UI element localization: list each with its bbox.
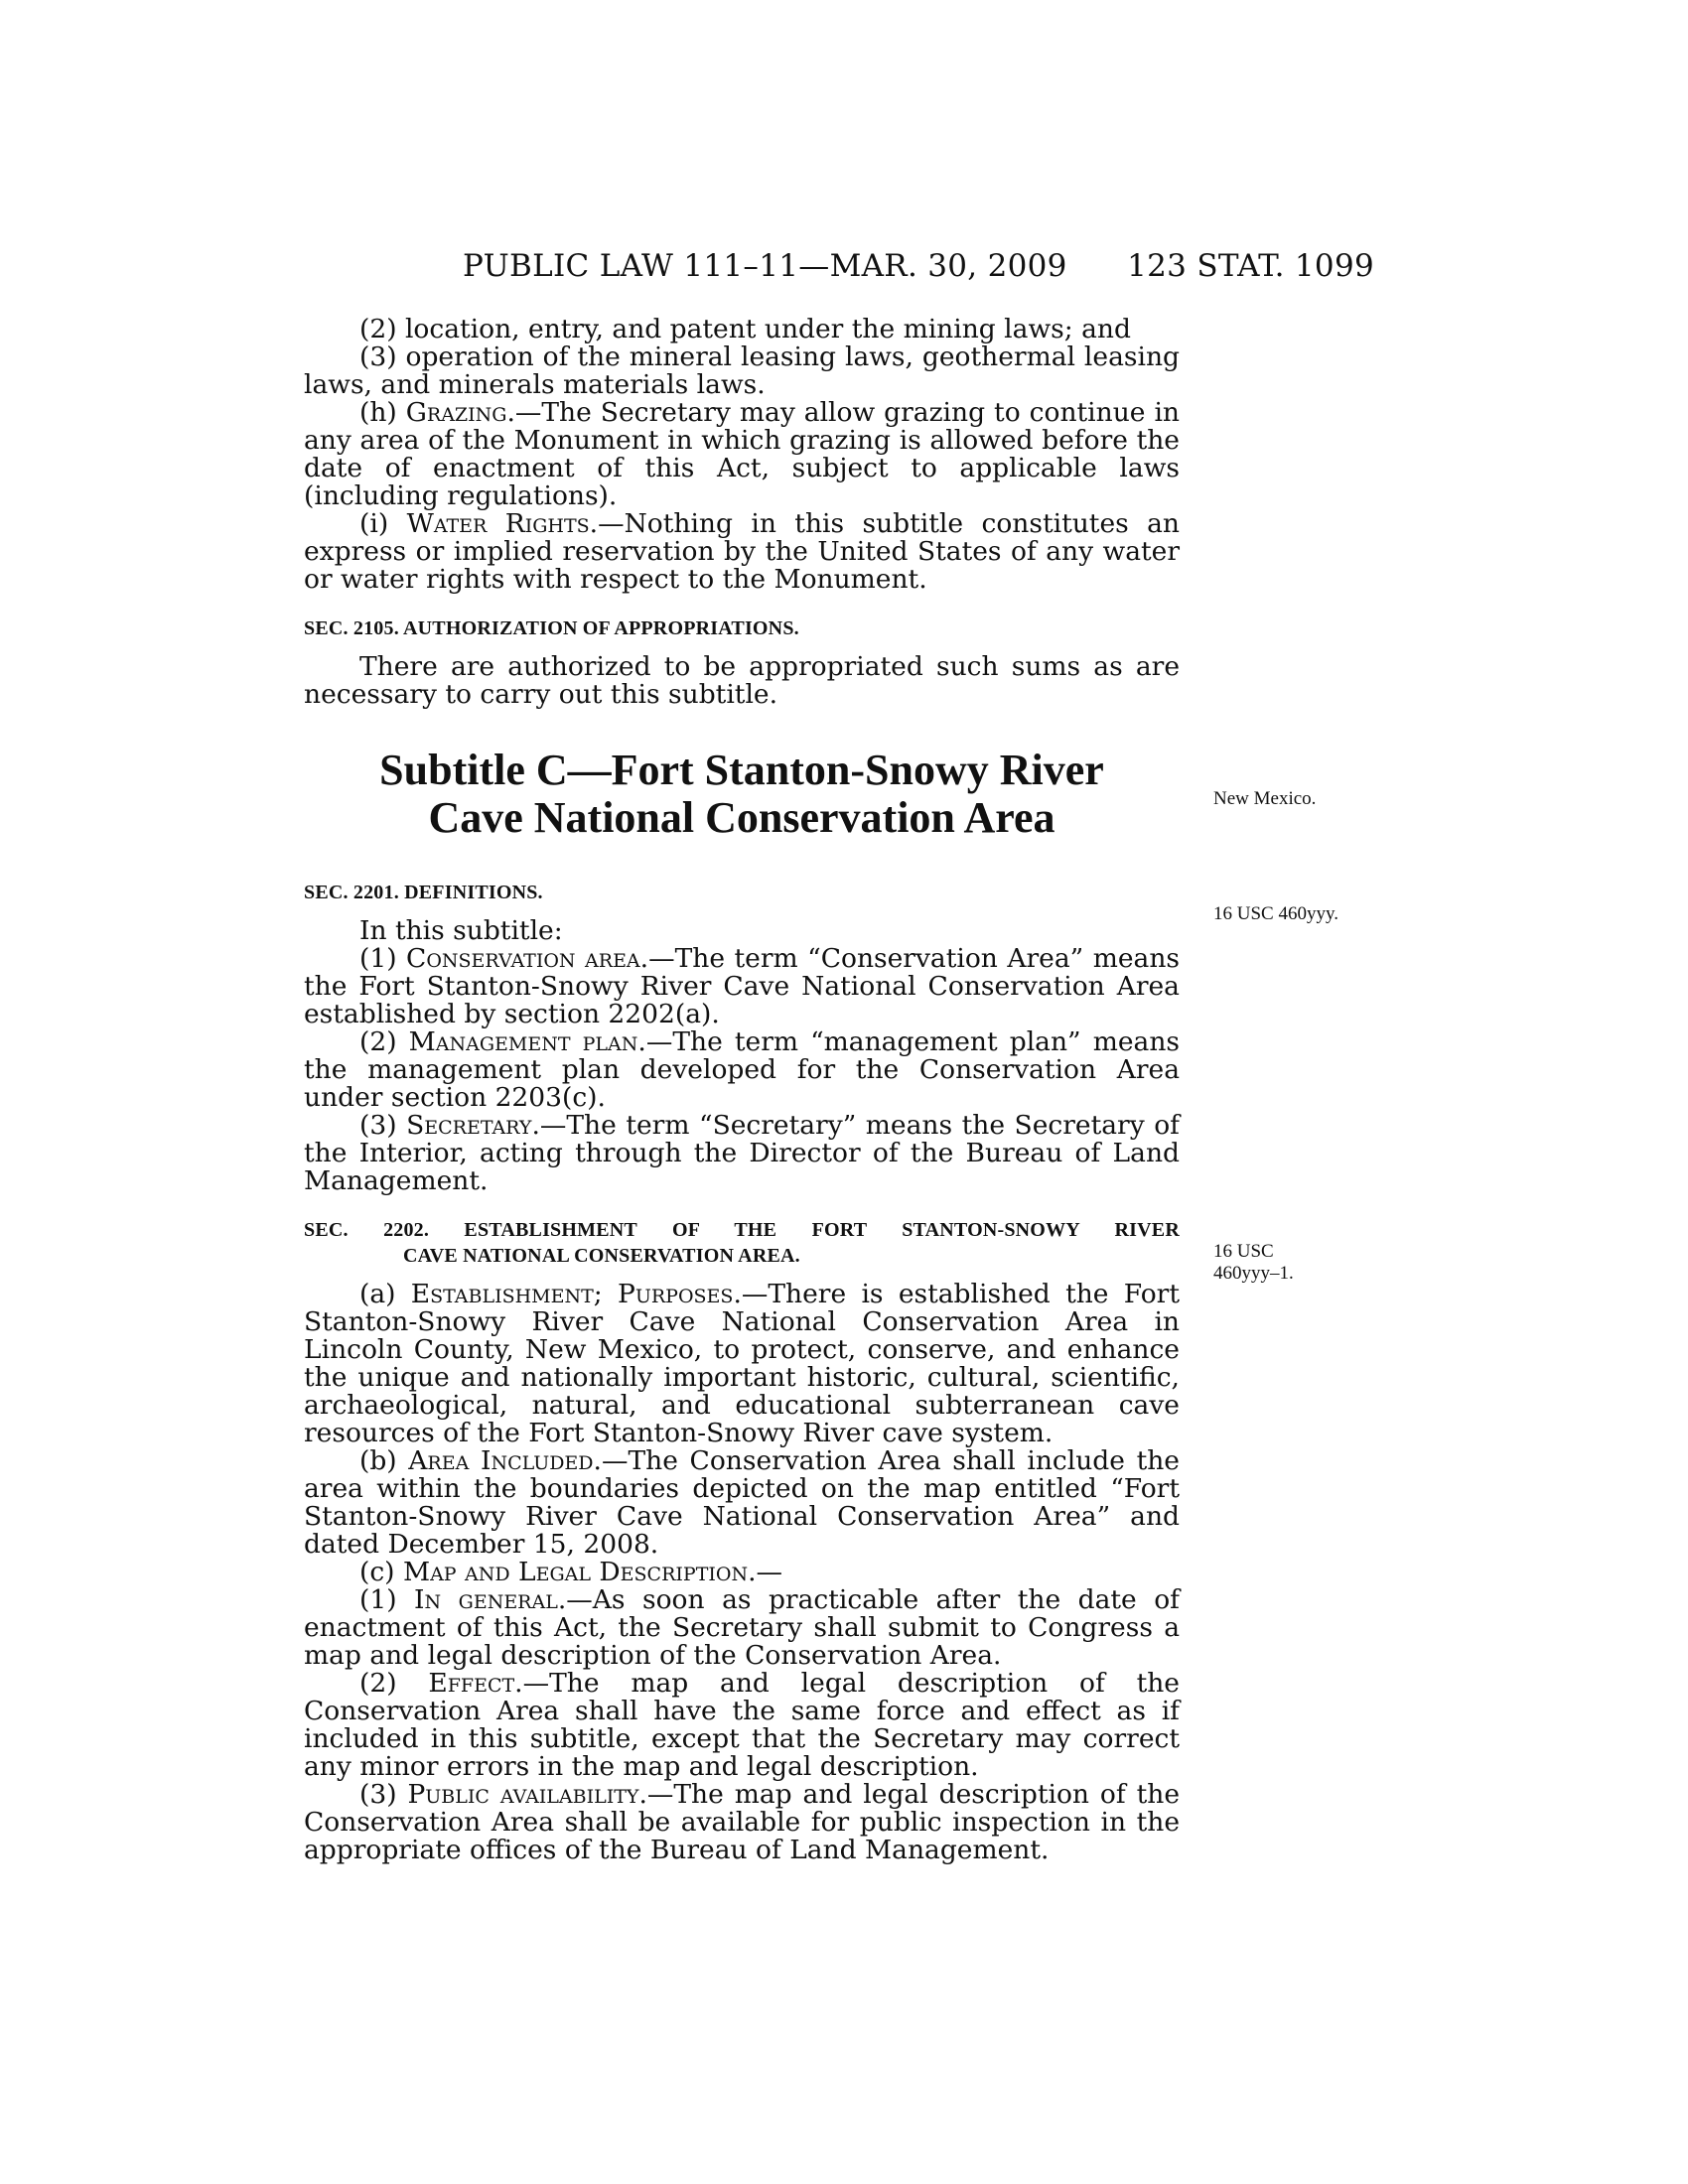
subsection-c-heading: Map and Legal Description xyxy=(402,1557,749,1587)
subsection-a-text: .—There is established the Fort Stanton-Snowy River Cave National Conservation Area in Lincoln County, New Mexico, to protect, conserve, and enhance the unique and nationally important historic, cultural, scientific, archaeological, natural, and educational subterranean cave resources of the Fort Stanton-Snowy River cave system. xyxy=(304,1279,1180,1448)
paragraph-i-text: .—Nothing in this subtitle constitutes an express or implied reservation by the United States of any water or water rights with respect to the Monument. xyxy=(304,508,1181,595)
definition-2-heading: Management plan xyxy=(408,1026,638,1057)
section-2201-heading: SEC. 2201. DEFINITIONS. xyxy=(304,882,543,903)
definition-1 xyxy=(304,945,1180,1028)
section-2202-heading xyxy=(304,1217,1180,1269)
subtitle-heading xyxy=(304,747,1180,842)
body-column xyxy=(304,316,1180,1864)
paragraph-h-text: .—The Secretary may allow grazing to continue in any area of the Monument in which grazing is allowed before the date of enactment of this Act, subject to applicable laws (including regulations). xyxy=(304,397,1180,511)
definition-2-text: .—The term “management plan” means the management plan developed for the Conservation Area under section 2203(c). xyxy=(304,1026,1180,1113)
subsection-c xyxy=(304,1559,1180,1586)
section-2202-heading-line-2: CAVE NATIONAL CONSERVATION AREA. xyxy=(403,1245,800,1267)
paragraph-c3-text: .—The map and legal description of the Conservation Area shall be available for public inspection in the appropriate offices of the Bureau of Land Management. xyxy=(304,1779,1180,1865)
section-2105-text: There are authorized to be appropriated such sums as are necessary to carry out this subtitle. xyxy=(304,651,1180,710)
paragraph-c1-text: .—As soon as practicable after the date of enactment of this Act, the Secretary shall submit to Congress a map and legal description of the Conservation Area. xyxy=(304,1584,1180,1671)
paragraph-c2-text: .—The map and legal description of the Conservation Area shall have the same force and effect as if included in this subtitle, except that the Secretary may correct any minor errors in the map and legal description. xyxy=(304,1668,1180,1782)
page-reference: 123 STAT. 1099 xyxy=(1127,248,1374,284)
paragraph-i xyxy=(304,510,1180,594)
margin-note-usc-2202-line1: 16 USC xyxy=(1213,1241,1274,1262)
section-2202-heading-line-1: SEC. 2202. ESTABLISHMENT OF THE FORT STANTON-SNOWY RIVER xyxy=(304,1219,1180,1241)
definition-2-label: (2) xyxy=(359,1026,409,1057)
definition-3 xyxy=(304,1112,1180,1195)
paragraph-c2-label: (2) xyxy=(359,1668,429,1699)
margin-note-usc-2202-line2: 460yyy–1. xyxy=(1213,1263,1294,1284)
running-title: PUBLIC LAW 111–11—MAR. 30, 2009 xyxy=(463,248,1067,284)
paragraph-c3-heading: Public availability xyxy=(407,1779,639,1810)
subsection-a xyxy=(304,1281,1180,1447)
definition-1-heading: Conservation area xyxy=(406,943,640,974)
subsection-b-heading: Area Included xyxy=(408,1445,594,1476)
paragraph-c3-label: (3) xyxy=(359,1779,408,1810)
subsection-c-text: .— xyxy=(748,1557,783,1587)
subsection-b xyxy=(304,1447,1180,1559)
paragraph-h-label: (h) xyxy=(359,397,406,428)
section-2201-intro: In this subtitle: xyxy=(359,915,563,946)
definition-3-text: .—The term “Secretary” means the Secretary of the Interior, acting through the Director of the Bureau of Land Management. xyxy=(304,1110,1180,1196)
section-2105-heading: SEC. 2105. AUTHORIZATION OF APPROPRIATIONS. xyxy=(304,617,799,639)
definition-1-label: (1) xyxy=(359,943,407,974)
subsection-b-label: (b) xyxy=(359,1445,409,1476)
paragraph-h xyxy=(304,399,1180,510)
margin-note-state: New Mexico. xyxy=(1213,788,1317,809)
paragraph-c1-label: (1) xyxy=(359,1584,415,1615)
subsection-b-text: .—The Conservation Area shall include the area within the boundaries depicted on the map entitled “Fort Stanton-Snowy River Cave National Conservation Area” and dated December 15, 2008. xyxy=(304,1445,1180,1560)
paragraph-c3 xyxy=(304,1781,1180,1864)
paragraph-i-heading: Water Rights xyxy=(406,508,590,539)
subtitle-line-2: Cave National Conservation Area xyxy=(428,793,1055,842)
paragraph-c1 xyxy=(304,1586,1180,1670)
paragraph-i-label: (i) xyxy=(359,508,407,539)
paragraph-c2-heading: Effect xyxy=(428,1668,515,1699)
subtitle-line-1: Subtitle C—Fort Stanton-Snowy River xyxy=(379,746,1104,794)
subsection-a-label: (a) xyxy=(359,1279,411,1309)
margin-note-usc-2201: 16 USC 460yyy. xyxy=(1213,903,1338,924)
definition-2 xyxy=(304,1028,1180,1112)
paragraph-c1-heading: In general xyxy=(414,1584,558,1615)
definition-3-label: (3) xyxy=(359,1110,407,1141)
paragraph-h-heading: Grazing xyxy=(405,397,507,428)
subsection-c-label: (c) xyxy=(359,1557,403,1587)
paragraph-c2 xyxy=(304,1670,1180,1781)
subsection-a-heading: Establishment; Purposes xyxy=(410,1279,734,1309)
margin-note-usc-2202 xyxy=(1213,1241,1294,1285)
paragraph-g2: (2) location, entry, and patent under the mining laws; and xyxy=(359,314,1131,344)
definition-3-heading: Secretary xyxy=(406,1110,532,1141)
paragraph-g3: (3) operation of the mineral leasing laws, geothermal leasing laws, and minerals materials laws. xyxy=(304,341,1180,400)
definition-1-text: .—The term “Conservation Area” means the Fort Stanton-Snowy River Cave National Conservation Area established by section 2202(a). xyxy=(304,943,1180,1029)
